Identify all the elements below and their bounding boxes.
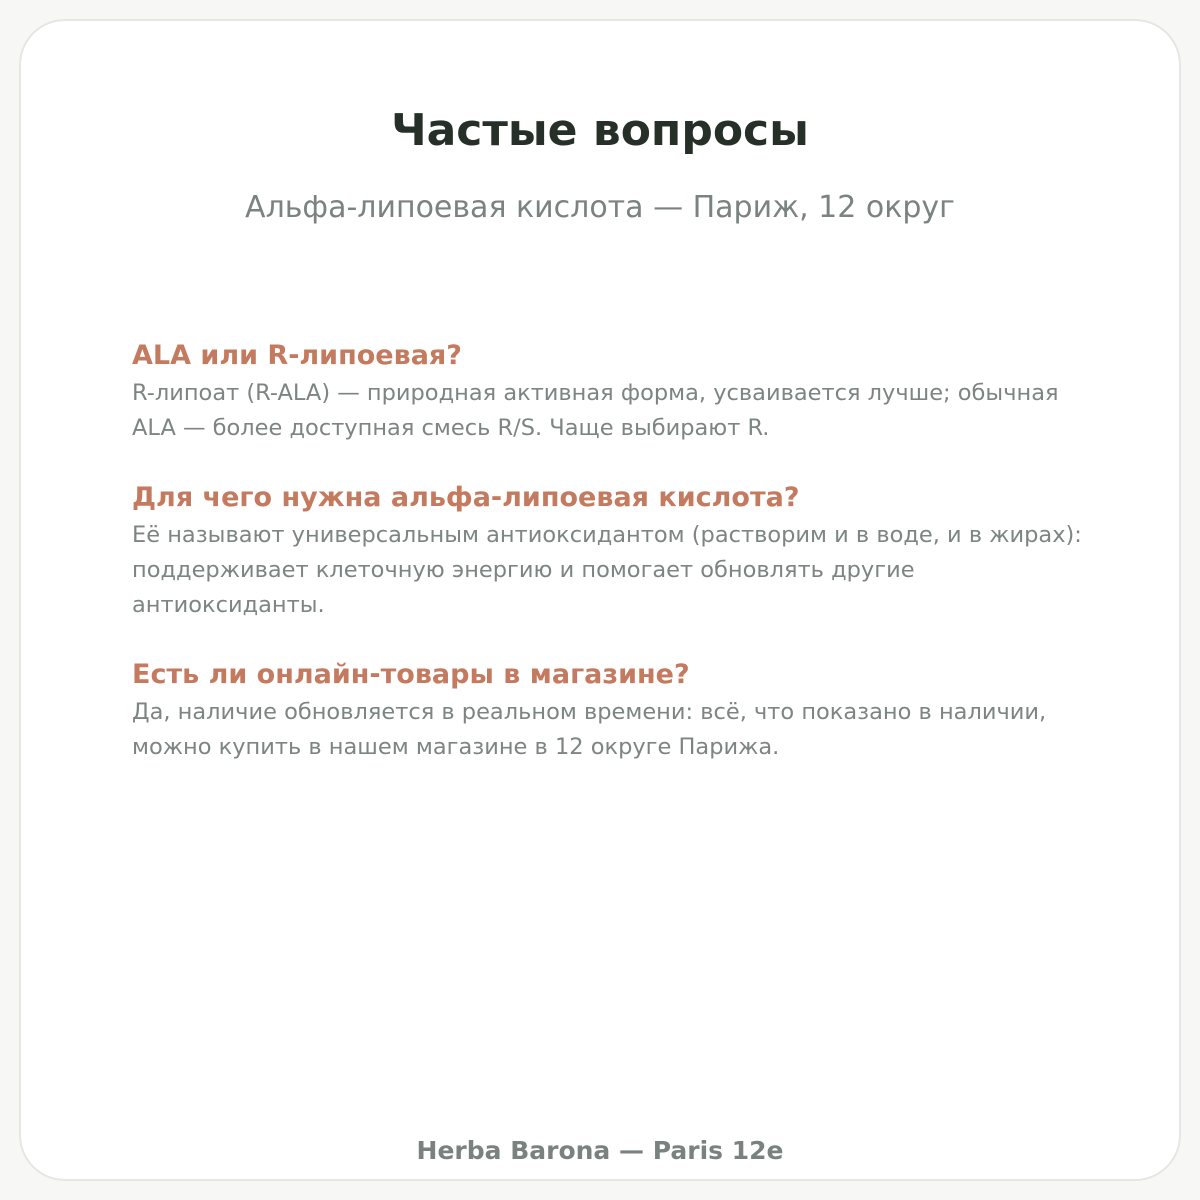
page-title: Частые вопросы xyxy=(391,105,809,156)
faq-item xyxy=(132,478,1092,623)
faq-answer: Да, наличие обновляется в реальном времени: всё, что показано в наличии, можно купить в нашем магазине в 12 округе Парижа. xyxy=(132,699,1047,760)
faq-item xyxy=(132,336,1092,446)
page-subtitle: Альфа-липоевая кислота — Париж, 12 округ xyxy=(245,190,955,225)
faq-question: ALA или R-липоевая? xyxy=(132,340,462,371)
faq-question: Для чего нужна альфа-липоевая кислота? xyxy=(132,482,800,513)
faq-card xyxy=(19,19,1181,1181)
faq-list xyxy=(132,336,1092,797)
faq-answer: R-липоат (R-ALA) — природная активная форма, усваивается лучше; обычная ALA — более доступная смесь R/S. Чаще выбирают R. xyxy=(132,380,1059,441)
footer-brand: Herba Barona — Paris 12e xyxy=(416,1136,784,1165)
faq-answer: Её называют универсальным антиоксидантом (растворим и в воде, и в жирах): поддерживает клеточную энергию и помогает обновлять другие антиоксиданты. xyxy=(132,522,1082,618)
faq-question: Есть ли онлайн-товары в магазине? xyxy=(132,659,690,690)
faq-item xyxy=(132,655,1092,765)
